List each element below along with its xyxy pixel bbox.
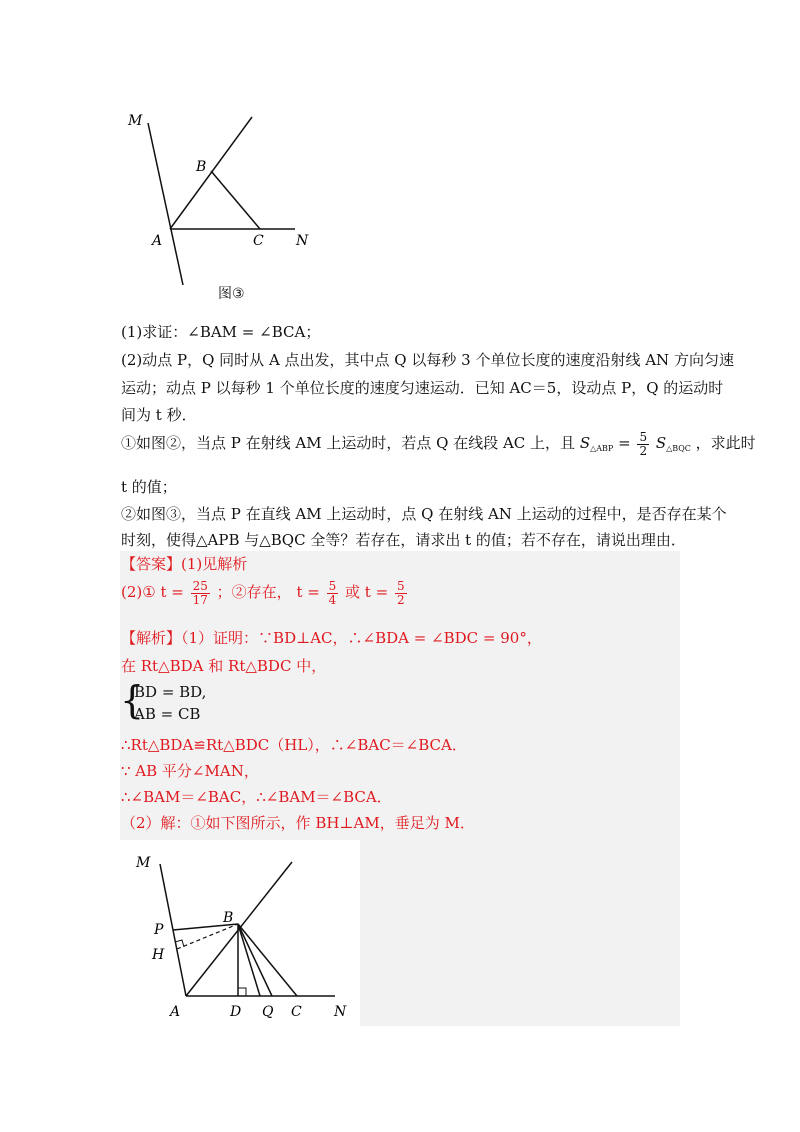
system-eq2: AB = CB [134, 705, 201, 723]
question-sub1 [121, 431, 756, 457]
label-B: B [223, 910, 234, 926]
label-N: N [334, 1004, 347, 1020]
analysis-line1: 【解析】（1）证明：∵BD⊥AC，∴∠BDA = ∠BDC = 90°， [121, 629, 542, 647]
analysis-line2: 在 Rt△BDA 和 Rt△BDC 中， [121, 657, 327, 675]
equals-sign: = [618, 434, 631, 453]
segment-BH-dashed [177, 924, 238, 949]
question-part1: (1)求证：∠BAM = ∠BCA； [121, 323, 321, 341]
label-M: M [128, 113, 143, 129]
label-N: N [296, 233, 309, 249]
analysis-line6: （2）解：①如下图所示，作 BH⊥AM，垂足为 M． [121, 814, 475, 832]
label-M: M [136, 855, 151, 871]
question-sub2-line2: 时刻，使得△APB 与△BQC 全等？若存在，请求出 t 的值；若不存在，请说出理由． [121, 531, 686, 549]
label-C: C [291, 1004, 302, 1020]
question-sub1-line2: t 的值； [121, 478, 177, 496]
question-sub2-line1: ②如图③，当点 P 在直线 AM 上运动时，点 Q 在射线 AN 上运动的过程中，是否存在某个 [121, 505, 727, 523]
question-part2-line3: 间为 t 秒． [121, 406, 197, 424]
label-D: D [230, 1004, 242, 1020]
label-H: H [152, 947, 165, 963]
fraction-5-2: $\frac{5}{2}$ [639, 430, 648, 458]
analysis-line3: ∴Rt△BDA≌Rt△BDC（HL），∴∠BAC＝∠BCA． [121, 736, 467, 754]
right-angle-D [238, 988, 246, 996]
analysis-line4: ∵ AB 平分∠MAN， [121, 762, 259, 780]
question-part2-line1: (2)动点 P，Q 同时从 A 点出发，其中点 Q 以每秒 3 个单位长度的速度沿射线 AN 方向匀速 [121, 351, 734, 369]
solution-figure [120, 840, 360, 1026]
label-P: P [154, 922, 164, 938]
sub1-tail: ，求此时 [695, 434, 756, 453]
system-eq1: BD = BD, [134, 683, 207, 701]
fraction-25-17: $\frac{25}{17}$ [192, 579, 208, 607]
system-brace: { [120, 678, 145, 722]
label-A: A [170, 1004, 181, 1020]
answer-line2: (2)① t = $\frac{25}{17}$ ；②存在， t = $\frac{5}{4}$ 或 t = $\frac{5}{2}$ [121, 579, 405, 607]
label-C: C [253, 233, 264, 249]
label-B: B [196, 159, 207, 175]
fraction-5-4: $\frac{5}{4}$ [328, 579, 337, 607]
analysis-line5: ∴∠BAM＝∠BAC，∴∠BAM＝∠BCA． [121, 788, 392, 806]
figure-3 [120, 105, 320, 285]
answer-line1: 【答案】(1)见解析 [121, 555, 248, 573]
segment-BC [211, 171, 260, 229]
question-part2-line2: 运动；动点 P 以每秒 1 个单位长度的速度匀速运动．已知 AC＝5，设动点 P，Q 的运动时 [121, 379, 724, 397]
ray-AB [170, 117, 252, 229]
sub1-text: ①如图②，当点 P 在射线 AM 上运动时，若点 Q 在线段 AC 上，且 [121, 434, 576, 453]
segment-BQ-extra [238, 924, 260, 996]
label-A: A [152, 233, 163, 249]
area-bqc: $S_{\triangle BQC}$ [655, 434, 691, 454]
ray-AM [148, 123, 183, 285]
area-abp: $S_{\triangle ABP}$ [579, 434, 614, 454]
label-Q: Q [262, 1004, 274, 1020]
fraction-5-2-answer: $\frac{5}{2}$ [396, 579, 405, 607]
figure-caption: 图③ [218, 286, 245, 302]
